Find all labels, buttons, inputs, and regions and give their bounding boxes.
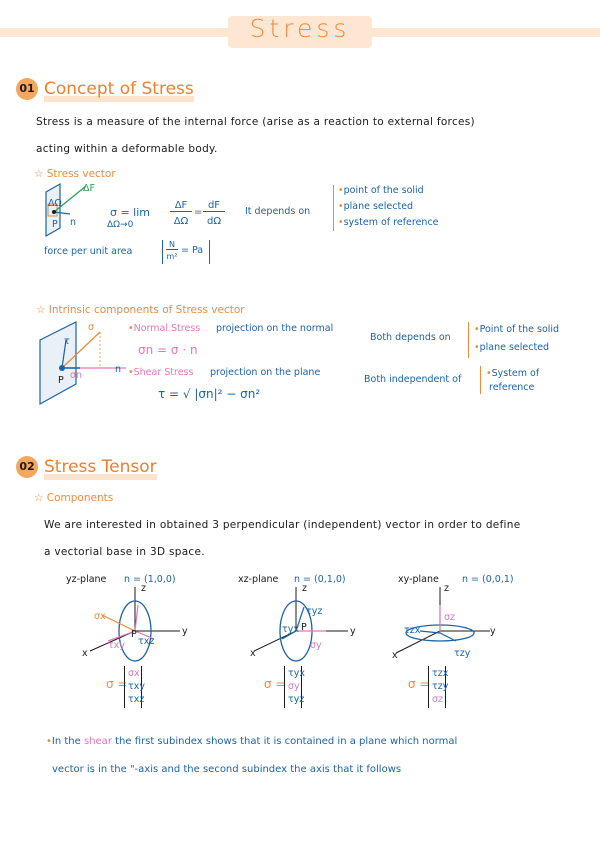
plane-2-tau2-label: τyz xyxy=(306,606,323,617)
plane-1-normal: n = (1,0,0) xyxy=(124,574,176,585)
formula-num: ΔF xyxy=(170,200,192,212)
note-line-1: •In the shear the first subindex shows that it is contained in a plane which normal xyxy=(46,736,458,747)
depends-label: It depends on xyxy=(245,206,311,217)
section-title-1: Concept of Stress xyxy=(44,79,194,99)
plane-1-axis-x: x xyxy=(82,648,88,659)
note-line-2: vector is in the "-axis and the second subindex the axis that it follows xyxy=(52,764,402,775)
plane-2-sigma-label: σy xyxy=(310,640,322,651)
plane-3-name: xy-plane xyxy=(398,574,439,585)
plane-3-axis-y: y xyxy=(490,626,496,637)
normal-stress-desc: projection on the normal xyxy=(216,323,334,334)
both-indep-bracket xyxy=(480,366,481,394)
plane-2-axis-x: x xyxy=(250,648,256,659)
shear-formula: τ = √ |σn|² − σn² xyxy=(158,387,261,401)
plane-3-axis-x: x xyxy=(392,650,398,661)
plane-3-sigma-eq: σ = xyxy=(408,677,430,691)
fig-point-p2: P xyxy=(58,375,64,386)
plane-2-axis-z: z xyxy=(302,583,307,594)
fig-tau: τ xyxy=(64,336,70,347)
section-title-2: Stress Tensor xyxy=(44,457,157,477)
both-indep-item-2: reference xyxy=(489,382,535,393)
shear-stress-row: •Shear Stress xyxy=(128,367,194,378)
plane-1-vec-2: τxy xyxy=(128,681,145,692)
formula-lhs: σ = lim xyxy=(110,206,151,219)
unit-num: N xyxy=(166,240,178,250)
both-indep-label: Both independent of xyxy=(364,374,462,385)
fig-sigma: σ xyxy=(88,322,95,333)
both-indep-item-1: •System of xyxy=(486,368,540,379)
formula-limit: ΔΩ→0 xyxy=(107,220,134,230)
intrinsic-heading: ☆ Intrinsic components of Stress vector xyxy=(36,304,245,316)
both-depend-label: Both depends on xyxy=(370,332,451,343)
fig-force-f: ΔF xyxy=(83,183,95,194)
plane-1-sigma-label: σx xyxy=(94,611,106,622)
fig-point-p: P xyxy=(52,219,58,230)
plane-2-tau1-label: τyx xyxy=(282,624,299,635)
plane-3-axis-z: z xyxy=(444,583,449,594)
plane-1-axis-y: y xyxy=(182,626,188,637)
plane-3-normal: n = (0,0,1) xyxy=(462,574,514,585)
plane-3-vec-2: τzy xyxy=(432,681,449,692)
plane-2-vec-2: σy xyxy=(288,681,300,692)
both-depend-bracket xyxy=(468,322,469,358)
plane-3-vec-1: τzx xyxy=(432,668,449,679)
formula-num2: dF xyxy=(203,200,225,212)
fig-sigma-n: σn xyxy=(70,370,83,381)
section-number-1: 01 xyxy=(16,78,38,100)
fig-normal-n: n xyxy=(70,217,77,228)
intro-line-2: acting within a deformable body. xyxy=(36,143,218,155)
formula-eq: = xyxy=(194,207,203,218)
unit-label: force per unit area xyxy=(44,246,133,257)
plane-1-vec-3: τxz xyxy=(128,694,145,705)
both-depend-item-1: •Point of the solid xyxy=(474,324,560,335)
depends-item-1: •point of the solid xyxy=(338,185,424,196)
both-depend-item-2: •plane selected xyxy=(474,342,550,353)
plane-2-vec-3: τyz xyxy=(288,694,305,705)
unit-value: = Pa xyxy=(181,245,204,256)
depends-item-3: •system of reference xyxy=(338,217,439,228)
plane-1-axis-z: z xyxy=(141,583,146,594)
plane-2-vec-1: τyx xyxy=(288,668,305,679)
depends-bracket xyxy=(333,185,334,231)
plane-2-normal: n = (0,1,0) xyxy=(294,574,346,585)
page-title: Stress xyxy=(249,14,351,43)
plane-1-figure xyxy=(80,585,190,665)
plane-1-center: P xyxy=(131,629,137,640)
plane-2-name: xz-plane xyxy=(238,574,279,585)
formula-den: ΔΩ xyxy=(173,216,189,227)
plane-1-tau2-label: τxz xyxy=(138,636,155,647)
plane-1-name: yz-plane xyxy=(66,574,107,585)
plane-3-vec-3: σz xyxy=(432,694,444,705)
plane-3-tau1-label: τzx xyxy=(404,625,421,636)
shear-stress-desc: projection on the plane xyxy=(210,367,321,378)
plane-3-sigma-label: σz xyxy=(444,612,456,623)
plane-1-sigma-eq: σ = xyxy=(106,677,128,691)
tensor-intro-line-2: a vectorial base in 3D space. xyxy=(44,546,205,558)
formula-den2: dΩ xyxy=(207,216,221,227)
section-number-2: 02 xyxy=(16,456,38,478)
normal-stress-row: •Normal Stress xyxy=(128,323,201,334)
components-heading: ☆ Components xyxy=(34,492,114,504)
plane-3-tau2-label: τzy xyxy=(454,648,471,659)
fig-delta-omega: ΔΩ xyxy=(48,198,62,209)
plane-1-tau1-label: τxy xyxy=(108,640,125,651)
plane-1-vec-1: σx xyxy=(128,668,140,679)
plane-2-sigma-eq: σ = xyxy=(264,677,286,691)
tensor-intro-line-1: We are interested in obtained 3 perpendicular (independent) vector in order to define xyxy=(44,519,521,531)
normal-formula: σn = σ · n xyxy=(138,343,198,357)
stress-vector-heading: ☆ Stress vector xyxy=(34,168,116,180)
plane-2-axis-y: y xyxy=(350,626,356,637)
fig-normal-n2: n xyxy=(115,364,122,375)
unit-den: m² xyxy=(166,252,178,261)
plane-2-center: P xyxy=(301,622,307,633)
intro-line-1: Stress is a measure of the internal force (arise as a reaction to external forces) xyxy=(36,116,475,128)
depends-item-2: •plane selected xyxy=(338,201,414,212)
